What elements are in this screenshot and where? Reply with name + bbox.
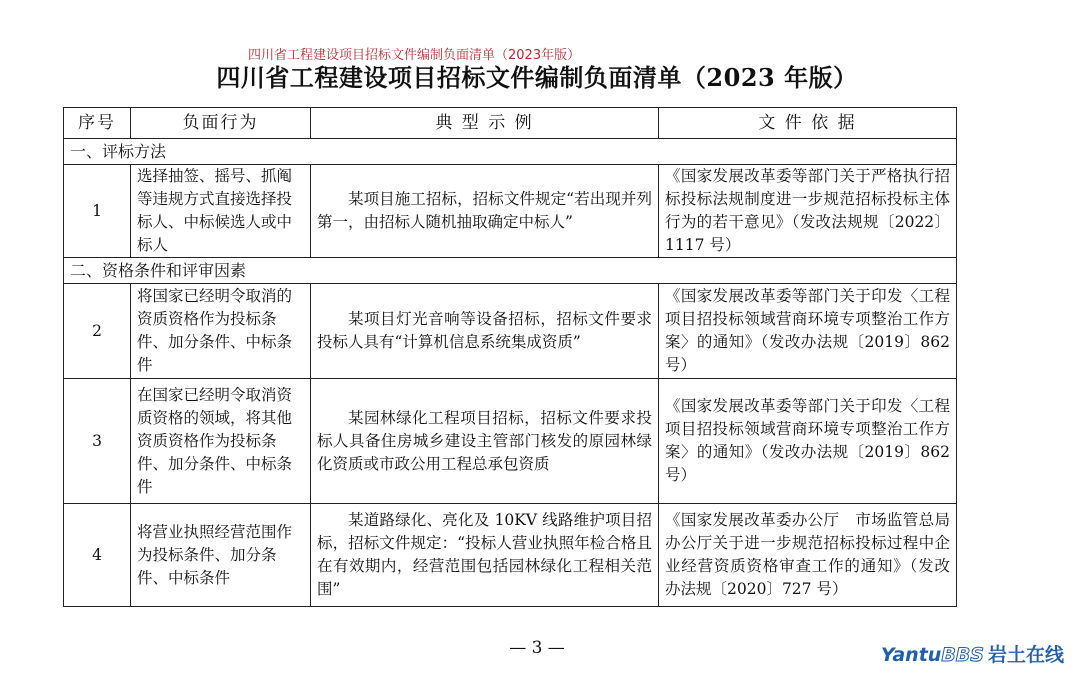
row-number: 2 — [64, 284, 131, 379]
header-behavior: 负面行为 — [131, 108, 311, 139]
logo-part-yantu: Yantu — [880, 644, 942, 666]
table-header-row — [64, 108, 957, 139]
row-basis: 《国家发展改革委等部门关于印发〈工程项目招投标领域营商环境专项整治工作方案〉的通知》（发改办法规〔2019〕862 号） — [659, 379, 957, 504]
header-basis: 文 件 依 据 — [659, 108, 957, 139]
row-behavior: 在国家已经明令取消资质资格的领域，将其他资质资格作为投标条件、加分条件、中标条件 — [131, 379, 311, 504]
row-behavior: 将国家已经明令取消的资质资格作为投标条件、加分条件、中标条件 — [131, 284, 311, 379]
yantu-logo — [881, 640, 1064, 667]
row-example: 某项目施工招标，招标文件规定“若出现并列第一，由招标人随机抽取确定中标人” — [311, 165, 659, 258]
section-heading: 一、评标方法 — [64, 139, 957, 165]
logo-part-cn: 岩土在线 — [987, 644, 1064, 666]
row-example: 某项目灯光音响等设备招标，招标文件要求投标人具有“计算机信息系统集成资质” — [311, 284, 659, 379]
watermark-title: 四川省工程建设项目招标文件编制负面清单（2023年版） — [248, 48, 581, 63]
row-example: 某道路绿化、亮化及 10KV 线路维护项目招标，招标文件规定：“投标人营业执照年检合格且在有效期内，经营范围包括园林绿化工程相关范围” — [311, 504, 659, 607]
row-behavior: 选择抽签、摇号、抓阄等违规方式直接选择投标人、中标候选人或中标人 — [131, 165, 311, 258]
section-row — [64, 258, 957, 284]
table-row — [64, 504, 957, 607]
document-title: 四川省工程建设项目招标文件编制负面清单（2023 年版） — [216, 63, 858, 92]
row-number: 4 — [64, 504, 131, 607]
row-number: 1 — [64, 165, 131, 258]
row-basis: 《国家发展改革委等部门关于严格执行招标投标法规制度进一步规范招标投标主体行为的若干意见》（发改法规规〔2022〕1117 号） — [659, 165, 957, 258]
header-example: 典 型 示 例 — [311, 108, 659, 139]
logo-part-bbs: BBS — [941, 644, 984, 666]
table-row — [64, 284, 957, 379]
row-behavior: 将营业执照经营范围作为投标条件、加分条件、中标条件 — [131, 504, 311, 607]
section-heading: 二、资格条件和评审因素 — [64, 258, 957, 284]
row-basis: 《国家发展改革委等部门关于印发〈工程项目招投标领域营商环境专项整治工作方案〉的通知》（发改办法规〔2019〕862 号） — [659, 284, 957, 379]
negative-list-table — [63, 107, 957, 607]
section-row — [64, 139, 957, 165]
row-number: 3 — [64, 379, 131, 504]
row-basis: 《国家发展改革委办公厅 市场监管总局办公厅关于进一步规范招标投标过程中企业经营资质资格审查工作的通知》（发改办法规〔2020〕727 号） — [659, 504, 957, 607]
page-number: — 3 — — [509, 638, 565, 658]
row-example: 某园林绿化工程项目招标，招标文件要求投标人具备住房城乡建设主管部门核发的原园林绿化资质或市政公用工程总承包资质 — [311, 379, 659, 504]
table-row — [64, 379, 957, 504]
table-row — [64, 165, 957, 258]
header-serial: 序号 — [64, 108, 131, 139]
